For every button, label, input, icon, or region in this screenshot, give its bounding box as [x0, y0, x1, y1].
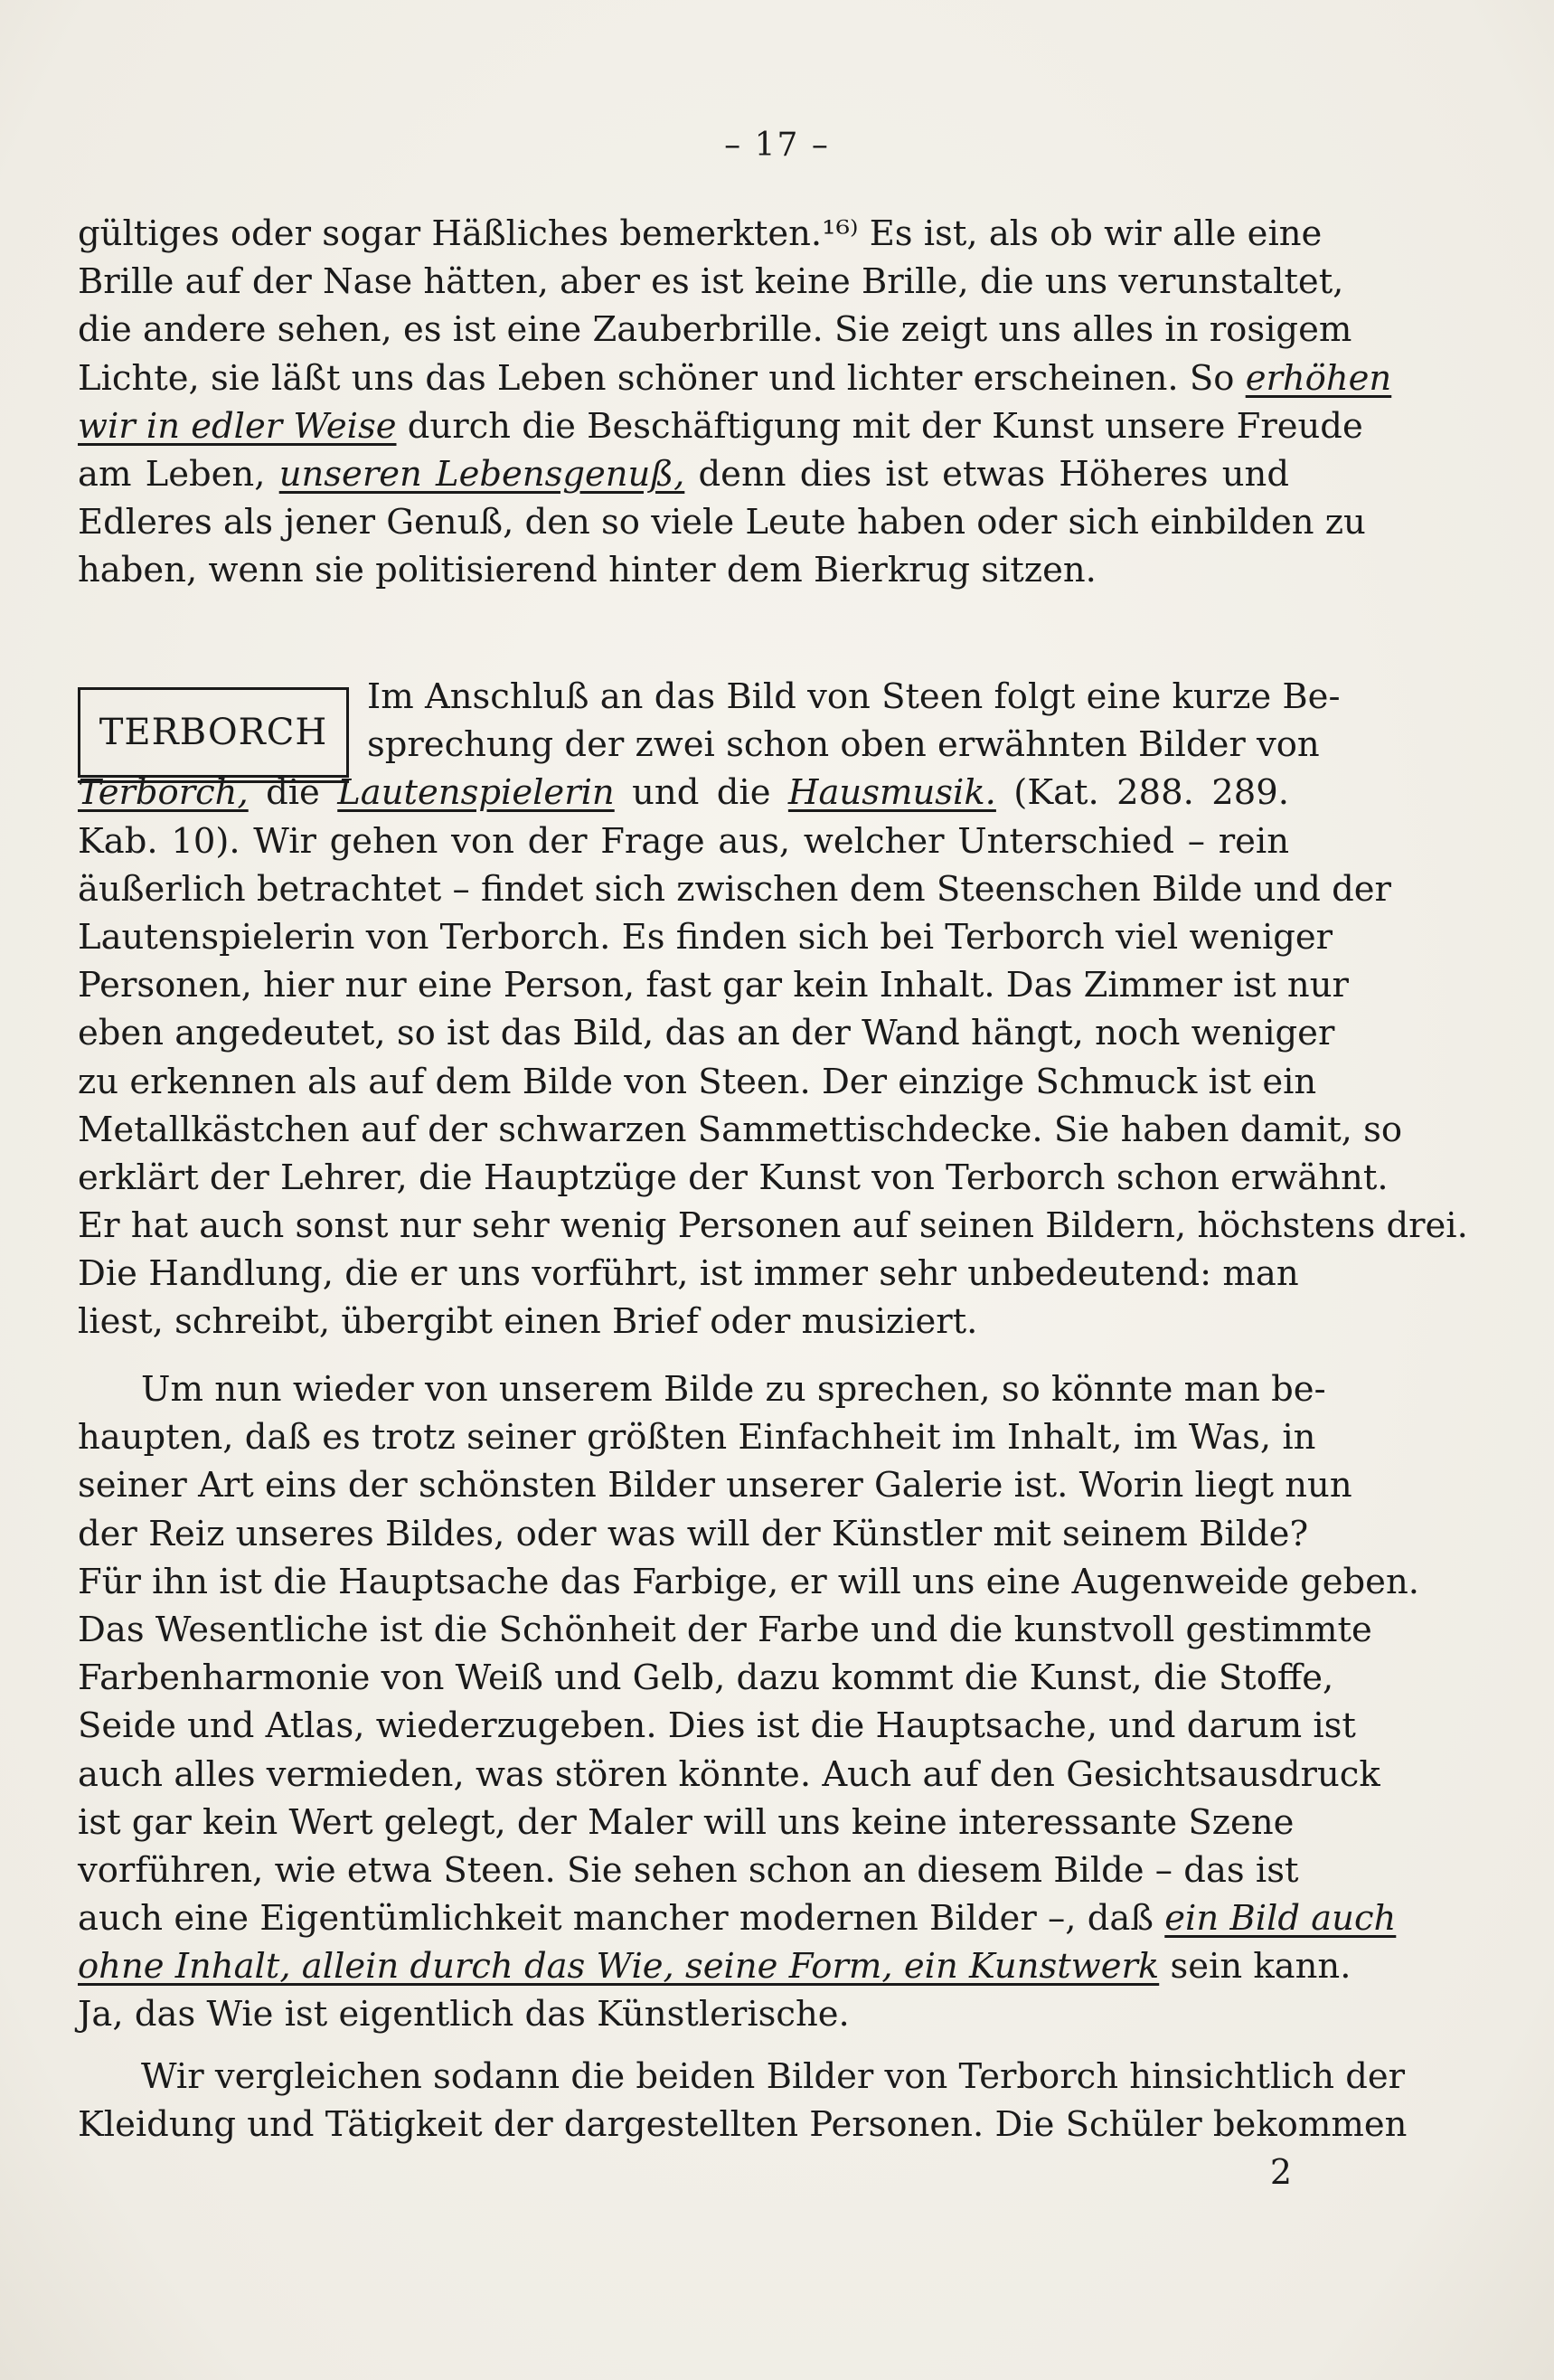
text-line: ohne Inhalt, allein durch das Wie, seine Form, ein Kunstwerk sein kann. — [78, 1946, 1352, 1988]
text-line: Er hat auch sonst nur sehr wenig Personen auf seinen Bildern, höchstens drei. — [78, 1205, 1468, 1247]
text-line: haupten, daß es trotz seiner größten Einfachheit im Inhalt, im Was, in — [78, 1417, 1316, 1459]
text-line: Lautenspielerin von Terborch. Es finden sich bei Terborch viel weniger — [78, 916, 1333, 958]
emphasis-bild-auch: ein Bild auch — [1164, 1898, 1397, 1940]
text-line: eben angedeutet, so ist das Bild, das an der Wand hängt, noch weniger — [78, 1013, 1335, 1054]
emphasis-edler-weise: wir in edler Weise — [78, 405, 397, 447]
text-line: Um nun wieder von unserem Bilde zu sprechen, so könnte man be- — [141, 1369, 1326, 1410]
paragraph-4 — [78, 2053, 1408, 2149]
text-line: Wir vergleichen sodann die beiden Bilder von Terborch hinsichtlich der — [141, 2056, 1406, 2097]
text-line: Metallkästchen auf der schwarzen Sammettischdecke. Sie haben damit, so — [78, 1109, 1403, 1150]
text-line: Im Anschluß an das Bild von Steen folgt eine kurze Be- — [367, 676, 1341, 717]
text-line: Kleidung und Tätigkeit der dargestellten Personen. Die Schüler bekommen — [78, 2104, 1408, 2146]
emphasis-hausmusik: Hausmusik. — [787, 772, 996, 814]
text-line: der Reiz unseres Bildes, oder was will der Künstler mit seinem Bilde? — [78, 1513, 1309, 1554]
text-line: Das Wesentliche ist die Schönheit der Farbe und die kunstvoll gestimmte — [78, 1609, 1372, 1650]
text-line: Seide und Atlas, wiederzugeben. Dies ist die Hauptsache, und darum ist — [78, 1705, 1356, 1747]
text-line: liest, schreibt, übergibt einen Brief oder musiziert. — [78, 1301, 978, 1343]
paragraph-3 — [78, 1365, 1419, 2039]
emphasis-lebensgenuss: unseren Lebensgenuß, — [278, 453, 685, 495]
text-line: gültiges oder sogar Häßliches bemerkten.¹⁶⁾ Es ist, als ob wir alle eine — [78, 213, 1323, 254]
text-line: Für ihn ist die Hauptsache das Farbige, er will uns eine Augenweide geben. — [78, 1561, 1419, 1602]
text-line: äußerlich betrachtet – findet sich zwischen dem Steenschen Bilde und der — [78, 868, 1391, 910]
emphasis-erhoehen: erhöhen — [1245, 357, 1392, 399]
page-header-number: – 17 – — [724, 127, 830, 164]
text-line: zu erkennen als auf dem Bilde von Steen. Der einzige Schmuck ist ein — [78, 1061, 1317, 1102]
text-line: Kab. 10). Wir gehen von der Frage aus, welcher Unterschied – rein — [78, 820, 1289, 862]
paragraph-1 — [78, 210, 1392, 595]
text-line: am Leben, unseren Lebensgenuß, denn dies ist etwas Höheres und — [78, 453, 1289, 495]
text-line: wir in edler Weise durch die Beschäftigung mit der Kunst unsere Freude — [78, 405, 1363, 447]
text-line: Die Handlung, die er uns vorführt, ist immer sehr unbedeutend: man — [78, 1253, 1299, 1295]
signature-mark: 2 — [1269, 2152, 1292, 2192]
text-line: vorführen, wie etwa Steen. Sie sehen schon an diesem Bilde – das ist — [78, 1849, 1299, 1891]
text-line: seiner Art eins der schönsten Bilder unserer Galerie ist. Worin liegt nun — [78, 1465, 1352, 1506]
text-line: die andere sehen, es ist eine Zauberbrille. Sie zeigt uns alles in rosigem — [78, 309, 1352, 351]
text-line: haben, wenn sie politisierend hinter dem Bierkrug sitzen. — [78, 550, 1097, 591]
emphasis-terborch: Terborch, — [78, 772, 249, 814]
paragraph-2 — [78, 673, 1468, 1346]
text-line: auch alles vermieden, was stören könnte. Auch auf den Gesichtsausdruck — [78, 1753, 1380, 1795]
text-line: erklärt der Lehrer, die Hauptzüge der Kunst von Terborch schon erwähnt. — [78, 1157, 1389, 1198]
text-line: Farbenharmonie von Weiß und Gelb, dazu kommt die Kunst, die Stoffe, — [78, 1658, 1334, 1699]
text-line: ist gar kein Wert gelegt, der Maler will uns keine interessante Szene — [78, 1801, 1295, 1843]
text-line: Terborch, die Lautenspielerin und die Hausmusik. (Kat. 288. 289. — [78, 772, 1289, 814]
sidenote-terborch: TERBORCH — [78, 687, 349, 778]
text-line: sprechung der zwei schon oben erwähnten Bilder von — [367, 724, 1320, 766]
text-line: Personen, hier nur eine Person, fast gar kein Inhalt. Das Zimmer ist nur — [78, 965, 1349, 1006]
text-line: auch eine Eigentümlichkeit mancher modernen Bilder –, daß ein Bild auch — [78, 1898, 1397, 1940]
text-line: Ja, das Wie ist eigentlich das Künstlerische. — [78, 1994, 850, 2035]
text-line: Brille auf der Nase hätten, aber es ist keine Brille, die uns verunstaltet, — [78, 261, 1344, 303]
text-line: Lichte, sie läßt uns das Leben schöner und lichter erscheinen. So erhöhen — [78, 357, 1392, 399]
emphasis-lautenspielerin: Lautenspielerin — [337, 772, 615, 814]
emphasis-ohne-inhalt: ohne Inhalt, allein durch das Wie, seine Form, ein Kunstwerk — [78, 1946, 1160, 1988]
text-line: Edleres als jener Genuß, den so viele Leute haben oder sich einbilden zu — [78, 502, 1366, 543]
